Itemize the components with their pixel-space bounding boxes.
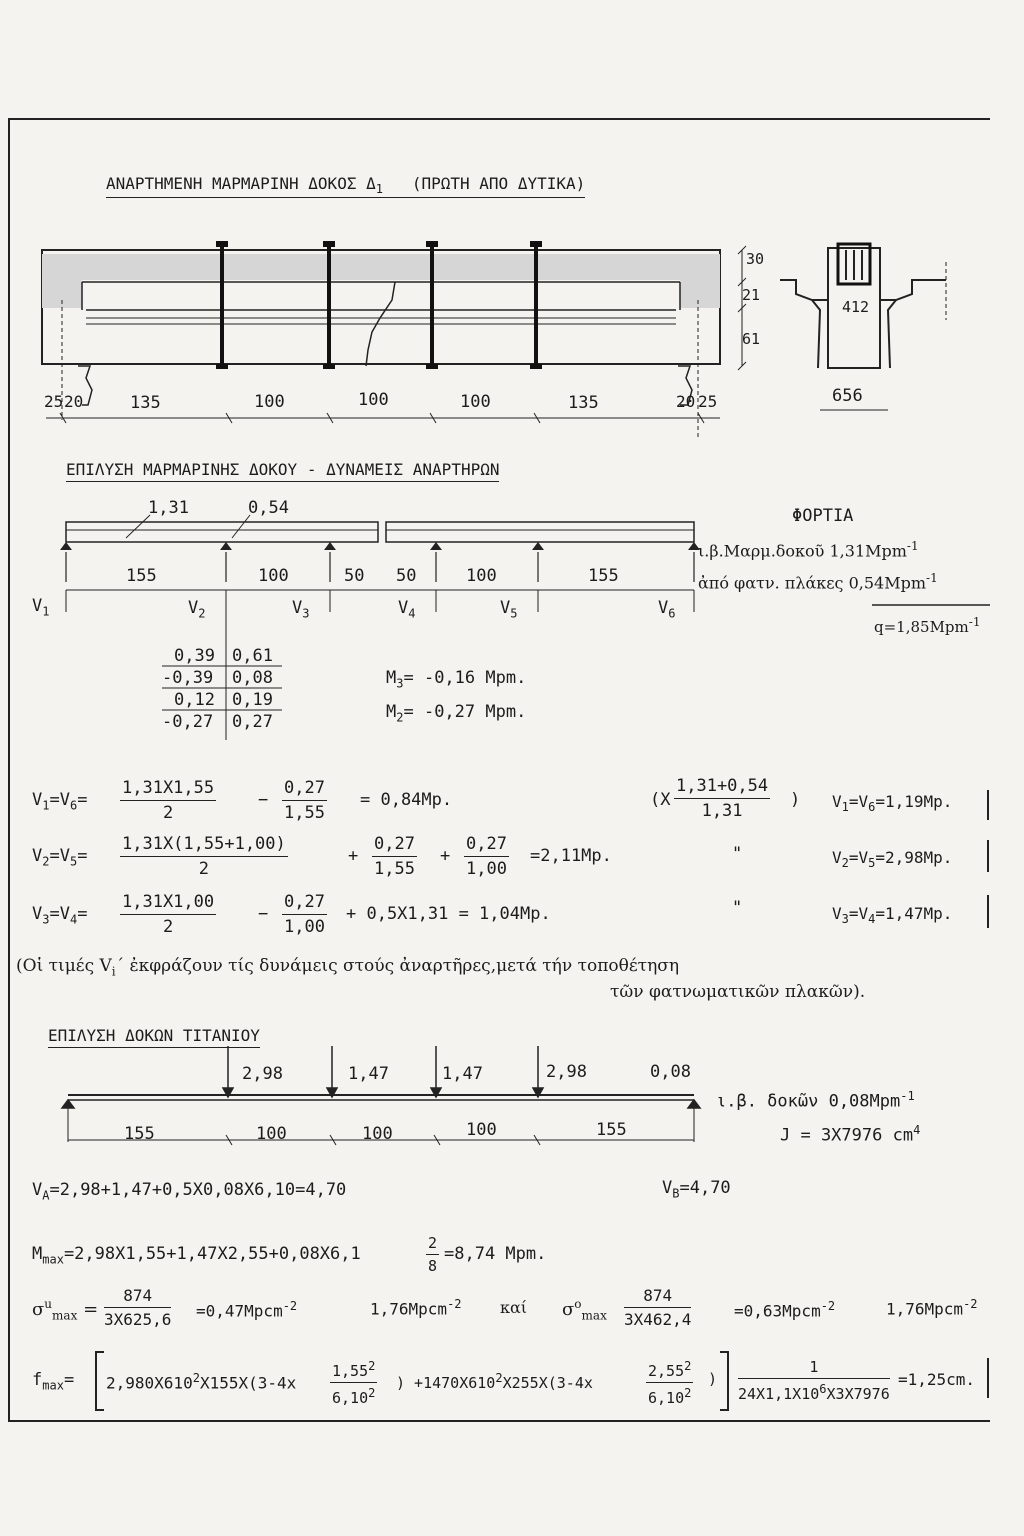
span-label: 100: [258, 566, 289, 586]
span-label: 135: [568, 393, 599, 413]
fraction: $\frac{1}{24X1,1X10^6X3X7976}$: [738, 1358, 890, 1403]
span-label: 155: [596, 1120, 627, 1140]
factor-suffix: ): [790, 790, 801, 810]
beam-self-weight: ι.β. δοκῶν 0,08Mpm$^{-1}$: [716, 1089, 915, 1112]
moment-cell: 0,39: [174, 646, 215, 666]
reaction-vb: $V_B=4,70$: [662, 1178, 731, 1201]
span-label: 100: [466, 1120, 497, 1140]
span-label: 50: [344, 566, 365, 586]
mmax-formula: $M_{max}=2,98X1,55+1,47X2,55+0,08X6,1$: [32, 1244, 361, 1267]
title-main: ΑΝΑΡΤΗΜΕΝΗ ΜΑΡΜΑΡΙΝΗ ΔΟΚΟΣ Δ: [106, 174, 376, 193]
support-v1: $V_1$: [32, 596, 50, 619]
load-label-panels: 0,54: [248, 498, 289, 518]
point-load: 2,98: [546, 1062, 587, 1082]
formula-v2-v5-lhs: $V_2=V_5=$: [32, 846, 88, 869]
fraction: $\frac{1,31X1,00}{2}$: [122, 892, 215, 937]
fmax-close: ): [708, 1370, 718, 1388]
span-label: 100: [358, 390, 389, 410]
formula-v3-v4-lhs: $V_3=V_4=$: [32, 904, 88, 927]
load-row-panels: ἀπό φατν. πλάκες 0,54Mpm$^{-1}$: [698, 571, 938, 593]
beam-inertia: J = 3X7976 $cm^4$: [780, 1123, 921, 1146]
span-label: 155: [588, 566, 619, 586]
distributed-load: 0,08: [650, 1062, 691, 1082]
moment-m2: $M_2= -0,27$ Mpm.: [386, 702, 527, 725]
fmax-term-1: $2,980X610^2X155X(3-4x$: [106, 1371, 297, 1393]
span-label: 155: [126, 566, 157, 586]
note-line-2: τῶν φατνωματικῶν πλακῶν).: [610, 982, 866, 1002]
span-label: 155: [124, 1124, 155, 1144]
factor-prefix: (X: [650, 790, 671, 810]
span-label: 100: [362, 1124, 393, 1144]
fraction: $\frac{2,55^2}{6,10^2}$: [648, 1359, 692, 1407]
factor-fraction: $\frac{1,31+0,54}{1,31}$: [676, 776, 769, 821]
fmax-term-2: ) $+1470X610^2X255X(3-4x$: [396, 1371, 593, 1392]
height-dim: 21: [742, 286, 761, 304]
left-dim-20: 20: [64, 392, 84, 411]
fraction: $\frac{0,27}{1,55}$: [374, 834, 415, 879]
fraction: $\frac{0,27}{1,00}$: [466, 834, 507, 879]
moment-cell: 0,27: [232, 712, 273, 732]
title-suffix: (ΠΡΩΤΗ ΑΠΟ ΔΥΤΙΚΑ): [411, 174, 586, 193]
final-v2-v5: $V_2=V_5=2,98Mp$.: [832, 848, 953, 871]
ditto-mark: ": [732, 898, 743, 918]
operator: +: [348, 846, 359, 866]
point-load: 2,98: [242, 1064, 283, 1084]
point-load: 1,47: [348, 1064, 389, 1084]
section2-title: ΕΠΙΛΥΣΗ ΜΑΡΜΑΡΙΝΗΣ ΔΟΚΟΥ - ΔΥΝΑΜΕΙΣ ΑΝΑΡΤΗΡΩΝ: [66, 462, 499, 482]
point-load: 1,47: [442, 1064, 483, 1084]
fmax-result: =1,25cm.: [898, 1370, 976, 1389]
span-label: 100: [256, 1124, 287, 1144]
section3-title: ΕΠΙΛΥΣΗ ΔΟΚΩΝ ΤΙΤΑΝΙΟΥ: [48, 1028, 260, 1048]
span-label: 100: [466, 566, 497, 586]
fmax-symbol: $f_{max}=$: [32, 1370, 75, 1393]
fraction: $\frac{1,31X(1,55+1,00)}{2}$: [122, 834, 286, 879]
fraction: $\frac{0,27}{1,55}$: [284, 778, 325, 823]
sigma-u-result: =0,47Mpcm$^{-2}$: [196, 1299, 298, 1321]
fraction: $\frac{1,55^2}{6,10^2}$: [332, 1359, 376, 1407]
support-v2: $V_2$: [188, 598, 206, 621]
formula-v1-v6-lhs: $V_1=V_6=$: [32, 790, 88, 813]
fraction: $\frac{1,31X1,55}{2}$: [122, 778, 215, 823]
support-v4: $V_4$: [398, 598, 416, 621]
load-label-marble: 1,31: [148, 498, 189, 518]
fraction: $\frac{874}{3X625,6}$: [104, 1286, 172, 1329]
final-v3-v4: $V_3=V_4=1,47Mp$.: [832, 904, 953, 927]
title-sub: 1: [375, 182, 383, 197]
load-row-marble: ι.β.Μαρμ.δοκοῦ 1,31Mpm$^{-1}$: [698, 539, 919, 561]
moment-cell: 0,61: [232, 646, 273, 666]
span-label: 100: [460, 392, 491, 412]
operator: −: [258, 904, 269, 924]
fraction: $\frac{0,27}{1,00}$: [284, 892, 325, 937]
span-label: 50: [396, 566, 417, 586]
formula-result: = 0,84Mp.: [360, 790, 453, 810]
operator: +: [440, 846, 451, 866]
operator: −: [258, 790, 269, 810]
sigma-o-result: =0,63Mpcm$^{-2}$: [734, 1299, 836, 1321]
left-dim-25: 25: [44, 392, 64, 411]
moment-cell: -0,27: [162, 712, 214, 732]
right-dim-25: 25: [698, 392, 718, 411]
fraction: $\frac{874}{3X462,4}$: [624, 1286, 692, 1329]
moment-cell: 0,12: [174, 690, 215, 710]
moment-m3: $M_3= -0,16$ Mpm.: [386, 668, 527, 691]
ditto-mark: ": [732, 844, 743, 864]
sigma-u-symbol: $\sigma^u_{max}$ =: [32, 1297, 99, 1323]
final-v1-v6: $V_1=V_6=1,19Mp$.: [832, 792, 953, 815]
section-width: 656: [832, 386, 863, 406]
span-label: 100: [254, 392, 285, 412]
section-label: 412: [842, 298, 870, 316]
fraction: $\frac{2}{8}$: [428, 1234, 438, 1275]
sigma-o-symbol: $\sigma^o_{max}$: [562, 1297, 607, 1323]
moment-cell: -0,39: [162, 668, 214, 688]
load-total: q=1,85Mpm$^{-1}$: [874, 615, 981, 636]
sigma-u-allow: 1,76Mpcm$^{-2}$: [370, 1297, 462, 1319]
reaction-va: $V_A=2,98+1,47+0,5X0,08X6,10=4,70$: [32, 1180, 347, 1203]
support-v6: $V_6$: [658, 598, 676, 621]
moment-cell: 0,08: [232, 668, 273, 688]
mmax-result: =8,74 Mpm.: [444, 1244, 547, 1264]
right-dim-20: 20: [676, 392, 696, 411]
span-label: 135: [130, 393, 161, 413]
support-v3: $V_3$: [292, 598, 310, 621]
kai-word: καί: [500, 1298, 528, 1317]
note-line-1: (Οἱ τιμές $V_i´$ ἐκφράζουν τίς δυνάμεις στούς ἀναρτῆρες,μετά τήν τοποθέτηση: [16, 956, 680, 979]
loads-title: ΦΟΡΤΙΑ: [792, 506, 854, 526]
formula-result: =2,11Mp.: [530, 846, 612, 866]
formula-result: + 0,5X1,31 = 1,04Mp.: [346, 904, 551, 924]
moment-cell: 0,19: [232, 690, 273, 710]
support-v5: $V_5$: [500, 598, 518, 621]
height-dim: 30: [746, 250, 765, 268]
height-dim: 61: [742, 330, 761, 348]
sigma-o-allow: 1,76Mpcm$^{-2}$: [886, 1297, 978, 1319]
